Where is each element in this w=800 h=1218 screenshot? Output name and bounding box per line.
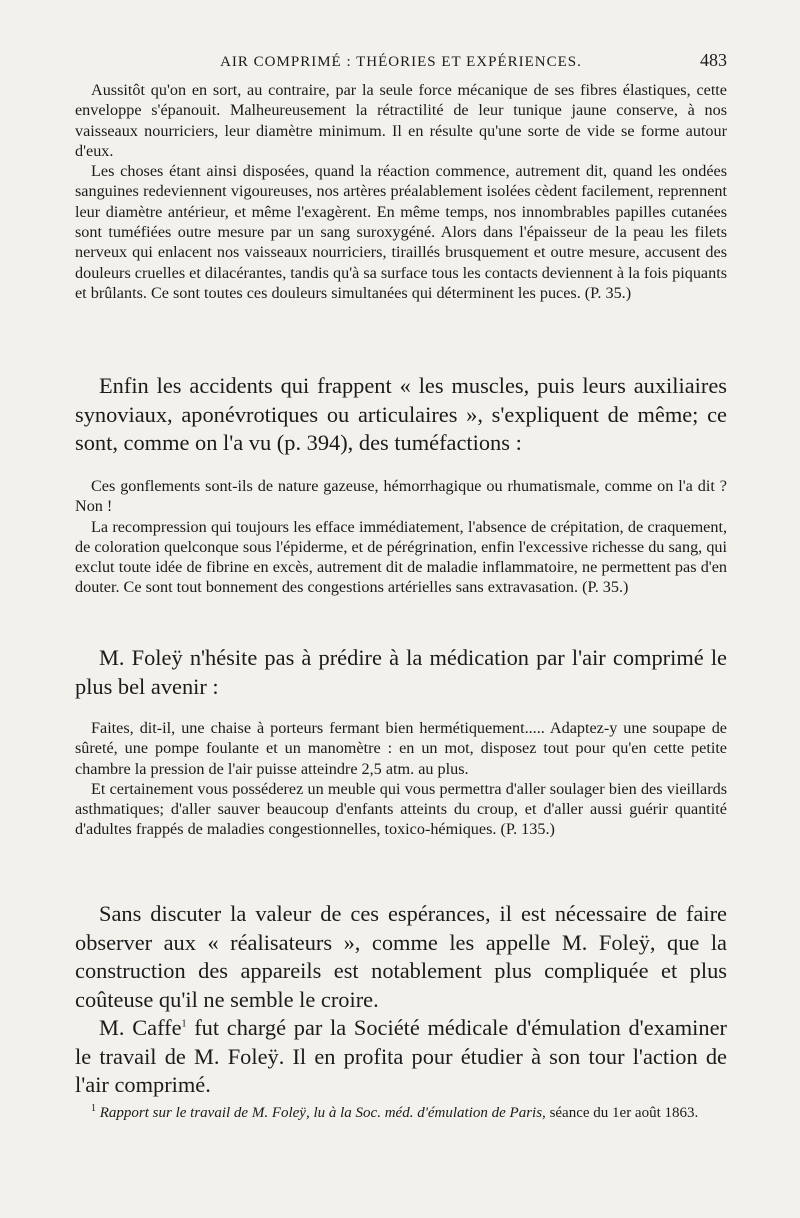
body-paragraph-2 <box>75 644 727 701</box>
body-text: M. Caffe <box>99 1015 182 1040</box>
body-paragraph <box>75 1014 727 1100</box>
footnote-text <box>75 1104 727 1122</box>
body-paragraph-1 <box>75 372 727 458</box>
quote-paragraph: Ces gonflements sont-ils de nature gazeuse, hémorrhagique ou rhumatismale, comme on l'a dit ? Non ! <box>75 477 727 516</box>
quote-paragraph: Les choses étant ainsi disposées, quand la réaction commence, autrement dit, quand les ondées sanguines redeviennent vigoureuses, nos artères préalablement isolées cèdent facilement, reprennent leur diamètre antérieur, et même l'exagèrent. En même temps, nos innombrables papilles cutanées sont tuméfiées outre mesure par un sang suroxygéné. Alors dans l'épaisseur de la peau les filets nerveux qui enlacent nos vaisseaux nourriciers, tiraillés brusquement et outre mesure, accusent des douleurs cruelles et dilacérantes, tandis qu'à sa surface tous les contacts deviennent à la fois piquants et brûlants. Ce sont toutes ces douleurs simultanées qui déterminent les puces. (P. 35.) <box>75 162 727 302</box>
body-paragraph-3 <box>75 900 727 1100</box>
footnote-rest: séance du 1er août 1863. <box>545 1105 699 1121</box>
body-paragraph: Enfin les accidents qui frappent « les muscles, puis leurs auxiliaires synoviaux, aponévrotiques ou articulaires », s'expliquent de même; ce sont, comme on l'a vu (p. 394), des tuméfactions : <box>75 373 727 455</box>
quote-paragraph: Aussitôt qu'on en sort, au contraire, par la seule force mécanique de ses fibres élastiques, cette enveloppe s'épanouit. Malheureusement la rétractilité de leur tunique jaune conserve, à nos vaisseaux nourriciers, leur diamètre minimum. Il en résulte qu'une sorte de vide se forme autour d'eux. <box>75 81 727 160</box>
quote-paragraph: Faites, dit-il, une chaise à porteurs fermant bien hermétiquement..... Adaptez-y une soupape de sûreté, une pompe foulante et un manomètre : en un mot, disposez tout pour qu'en cette petite chambre la pression de l'air puisse atteindre 2,5 atm. au plus. <box>75 719 727 778</box>
page-header <box>75 50 727 74</box>
body-paragraph: M. Foleÿ n'hésite pas à prédire à la médication par l'air comprimé le plus bel avenir : <box>75 645 727 699</box>
footnote <box>75 1104 727 1122</box>
quote-paragraph: La recompression qui toujours les efface immédiatement, l'absence de crépitation, de craquement, de coloration quelconque sous l'épiderme, et de pérégrination, enfin l'excessive richesse du sang, qui exclut toute idée de fibrine en excès, autrement dit de maladie inflammatoire, ne permettent pas d'en douter. Ce sont tout bonnement des congestions artérielles sans extravasation. (P. 35.) <box>75 517 727 597</box>
footnote-title: Rapport sur le travail de M. Foleÿ, lu à la Soc. méd. d'émulation de Paris, <box>99 1105 546 1121</box>
quote-block-2 <box>75 476 727 598</box>
body-paragraph: Sans discuter la valeur de ces espérances, il est nécessaire de faire observer aux « réalisateurs », comme les appelle M. Foleÿ, que la construction des appareils est notablement plus compliquée et plus coûteuse qu'il ne semble le croire. <box>75 901 727 1012</box>
page-number: 483 <box>700 50 727 70</box>
running-title: AIR COMPRIMÉ : THÉORIES ET EXPÉRIENCES. <box>220 54 582 70</box>
footnote-reference: 1 <box>181 1018 187 1030</box>
footnote-marker: 1 <box>91 1103 96 1114</box>
quote-paragraph: Et certainement vous posséderez un meuble qui vous permettra d'aller soulager bien des vieillards asthmatiques; d'aller sauver beaucoup d'enfants atteints du croup, et d'aller aussi guérir quantité d'adultes frappés de maladies congestionnelles, toxico-hémiques. (P. 135.) <box>75 779 727 839</box>
body-text: fut chargé par la Société médicale d'émulation d'examiner le travail de M. Foleÿ. Il en profita pour étudier à son tour l'action de l'air comprimé. <box>75 1015 727 1097</box>
quote-block-3 <box>75 718 727 840</box>
quote-block-1 <box>75 80 727 303</box>
